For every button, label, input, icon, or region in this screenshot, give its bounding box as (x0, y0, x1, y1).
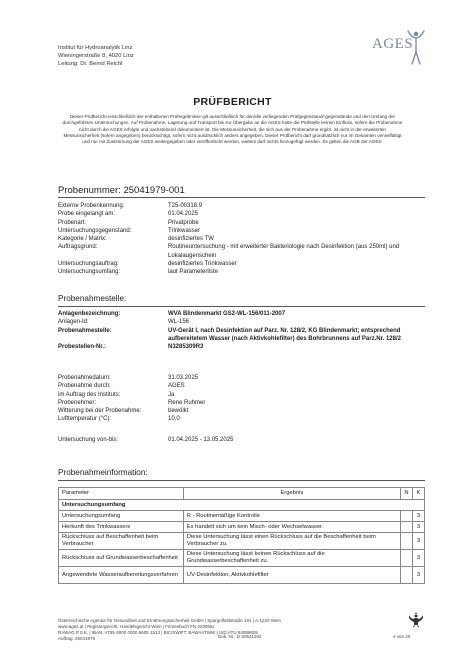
header-n: N (401, 488, 413, 500)
cell-parameter: Angewendete Wasseraufbereitungsverfahren (59, 567, 184, 584)
sampling-row (58, 407, 425, 415)
footer-order: Auftrag: 25041979 (58, 636, 96, 641)
austrian-eagle-icon (408, 610, 424, 630)
field-value: laut Parameterliste (168, 269, 219, 276)
cell-result: R - Routinemäßige Kontrolle (183, 511, 400, 522)
header-result: Ergebnis (183, 488, 400, 500)
cell-result: UV-Desinfektion, Aktivkohlefilter (183, 567, 400, 584)
sample-row (58, 260, 425, 268)
field-value: desinfiziertes Trinkwasser (168, 261, 237, 268)
sample-details (58, 202, 425, 277)
examination-period (58, 436, 425, 444)
cell-n (401, 567, 413, 584)
sample-row (58, 210, 425, 218)
sample-row (58, 235, 425, 243)
field-value: 31.03.2025 (168, 375, 199, 381)
field-label: Anlagenbezeichnung: (58, 311, 121, 317)
lab-header (58, 44, 134, 68)
field-label: Probenahme durch: (58, 383, 111, 390)
cell-k: 3 (412, 522, 424, 533)
field-value: AGES (168, 383, 185, 390)
cell-k: 3 (412, 533, 424, 550)
field-label: Untersuchungsgegenstand: (58, 227, 132, 234)
field-value: bewölkt (168, 408, 189, 415)
field-label: Probenehmer: (58, 399, 97, 406)
table-row (59, 567, 425, 584)
cell-k: 3 (412, 511, 424, 522)
lab-director: Leitung: Dr. Bernd Reichl (58, 61, 123, 67)
logo-text: AGES (372, 36, 414, 52)
cell-result: Diese Untersuchung lässt einen Rückschluss auf die Beschaffenheit beim Verbraucher zu. (183, 533, 400, 550)
table-row (59, 533, 425, 550)
site-row (58, 327, 425, 344)
page-number: 4 von 20 (393, 634, 411, 639)
header-k: K (412, 488, 424, 500)
field-value: 10,0 (168, 416, 180, 423)
cell-parameter: Untersuchungsumfang (59, 511, 184, 522)
sampling-row (58, 415, 425, 423)
cell-k: 3 (412, 550, 424, 567)
field-value: Ja (168, 391, 175, 398)
cell-parameter: Rückschluss auf Grundwasserbeschaffenheit (59, 550, 184, 567)
field-label: Probenart: (58, 219, 87, 226)
field-label: Kategorie / Matrix: (58, 236, 107, 243)
sampling-row (58, 382, 425, 390)
footer-registry: www.ages.at | Registergericht: Handelsgericht Wien | Firmenbuch FN 223056z (58, 624, 215, 629)
document-number: Dok. Nr.: D-20541202 (218, 634, 262, 639)
field-label: Auftragsgrund: (58, 244, 98, 251)
sampling-info-table (58, 487, 425, 584)
field-value: 01.04.2025 (168, 211, 199, 218)
field-label: Anlagen-Id: (58, 319, 89, 326)
cell-result: Es handelt sich um kein Misch- oder Wechselwasser. (183, 522, 400, 533)
field-label: Witterung bei der Probenahme: (58, 408, 142, 415)
field-label: Untersuchung von-bis: (58, 437, 119, 443)
cell-parameter: Rückschluss auf Beschaffenheit beim Verbraucher (59, 533, 184, 550)
lab-address: Wieningerstraße 8, 4020 Linz (58, 53, 134, 59)
field-label: Probestellen-Nr.: (58, 344, 107, 351)
field-value: UV-Gerät I, nach Desinfektion auf Parz. Nr. 128/2, KG Blindenmarkt; entsprechend aufbereitetem Wasser (nach Aktivkohlefilter) des Bohrbrunnens auf Parz.Nr. 128/2 (168, 327, 401, 342)
period-row (58, 436, 425, 444)
sampling-site-details (58, 310, 425, 351)
cell-result: Diese Untersuchung lässt keinen Rückschluss auf die Grundwasserbeschaffenheit zu. (183, 550, 400, 567)
sampling-row (58, 399, 425, 407)
sampling-row (58, 391, 425, 399)
field-label: Lufttemperatur (°C): (58, 416, 112, 423)
field-value: Privatprobe (168, 219, 199, 226)
table-subheader-row (59, 500, 425, 511)
field-value: WVA Blindenmarkt GS2-WL-156/011-2007 (168, 311, 286, 317)
table-row (59, 522, 425, 533)
field-value: N3285309R3 (168, 344, 204, 351)
footer-bank: RAWAG P.S.K. | IBAN: AT85 6000 0000 9605 1513 | BIC/SWIFT: BAWAATWW | UID:ATU 54088605 (58, 630, 258, 635)
divider (58, 197, 425, 198)
field-value: Rene Ruhmer (168, 399, 206, 406)
site-row (58, 310, 425, 318)
subheader-scope: Untersuchungsumfang (59, 500, 425, 511)
sampling-site-heading: Probenahmestelle: (58, 294, 127, 303)
lab-name: Institut für Hydroanalytik Linz (58, 45, 133, 51)
sampling-details (58, 374, 425, 424)
disclaimer: Dieser Prüfbericht einschließlich der enthaltenen Prüfergebnisse gilt ausschließlich für den/die vorliegenden Prüfgegenstand/-gegenstände und den Umfang der durchgeführten Untersuchungen. Auf Probenahme, Lagerung und Transport bis zur Übergabe an die AGES hatte die Prüfstelle keinen Einfluss, sofern die Probenahme nicht durch die AGES erfolgte und nachstehend dokumentiert ist. Die Messunsicherheit, die sich aus der Probenahme ergibt, ist nicht in der erweiterten Messunsicherheit (sofern angegeben) berücksichtigt, sofern nicht ausdrücklich anders angegeben. Dieser Prüfbericht darf grundsätzlich nur im Gesamten vervielfältigt und nur mit Zustimmung der AGES weitergegeben oder veröffentlicht werden, weiters darf nichts hinzugefügt werden. Es gelten die AGB der AGES. (62, 114, 403, 145)
sample-row (58, 268, 425, 276)
cell-n (401, 511, 413, 522)
field-label: Probenahmestelle: (58, 327, 112, 334)
sample-row (58, 243, 425, 260)
field-value: Routineuntersuchung - mit erweiterter Bakteriologie nach Desinfektion (aus 250ml) und Lokalaugenschein (168, 244, 400, 259)
site-row (58, 343, 425, 351)
header-parameter: Parameter (59, 488, 184, 500)
table-row (59, 511, 425, 522)
table-row (59, 550, 425, 567)
field-value: WL-156 (168, 319, 190, 326)
cell-n (401, 522, 413, 533)
cell-n (401, 533, 413, 550)
field-label: Probenahmedatum: (58, 375, 111, 381)
sampling-info-heading: Probenahmeinformation: (58, 468, 148, 477)
ages-figure-icon (406, 28, 426, 66)
cell-k: 3 (412, 567, 424, 584)
divider (58, 306, 425, 307)
field-label: Externe Probenkennung: (58, 203, 125, 209)
cell-n (401, 550, 413, 567)
sampling-row (58, 374, 425, 382)
sample-row (58, 202, 425, 210)
field-label: Probe eingelangt am: (58, 211, 116, 218)
field-label: Untersuchungsauftrag: (58, 261, 119, 268)
sample-row (58, 219, 425, 227)
footer-company: Österreichische Agentur für Gesundheit und Ernährungssicherheit GmbH | Spargelfeldstraße 191 | A-1220 Wien (58, 618, 281, 623)
field-value: Trinkwasser (168, 227, 201, 234)
page-title: PRÜFBERICHT (193, 96, 272, 108)
cell-parameter: Herkunft des Trinkwassers (59, 522, 184, 533)
divider (58, 480, 425, 481)
table-header-row (59, 488, 425, 500)
sample-row (58, 227, 425, 235)
footer (58, 618, 358, 642)
field-value: 01.04.2025 - 13.05.2025 (168, 437, 234, 443)
ages-logo (372, 28, 424, 66)
field-value: T25-00318.9 (168, 203, 203, 209)
field-label: im Auftrag des Instituts: (58, 391, 121, 398)
site-row (58, 318, 425, 326)
field-label: Untersuchungsumfang: (58, 269, 121, 276)
field-value: desinfiziertes TW (168, 236, 214, 243)
sample-number: Probenummer: 25041979-001 (58, 185, 185, 196)
